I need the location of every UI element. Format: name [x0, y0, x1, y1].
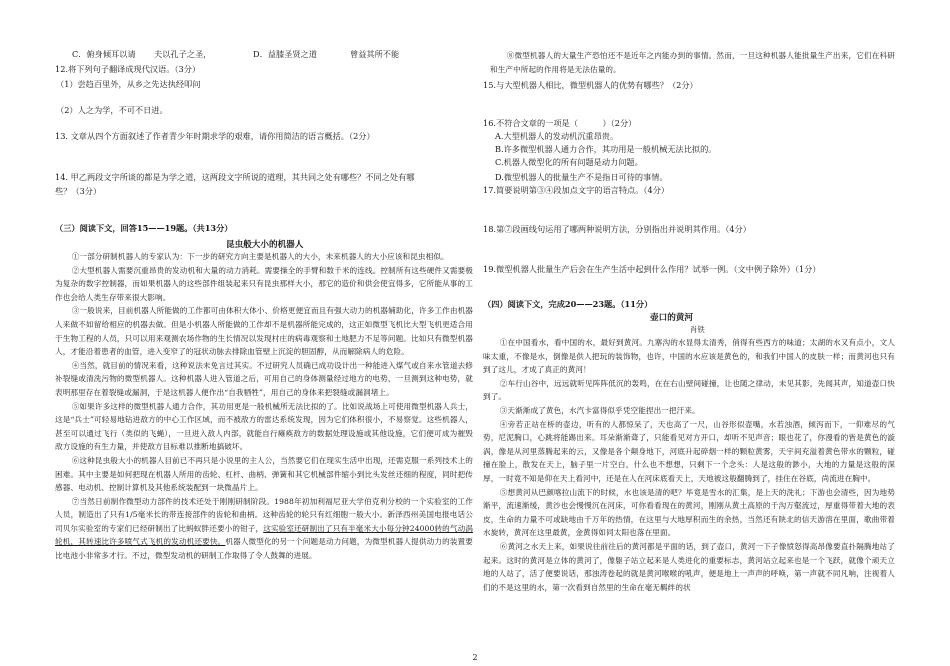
article-title-yellow-river: 壶口的黄河 — [650, 313, 693, 323]
paragraph: ⑤如果许多这样的微型机器人通力合作，其功用更是一般机械所无法比拟的了。比如说战场上可使用微型机器人兵士，这是“兵士”可轻易地钻进敌方的中心工作区域，而不被敌方的雷达系统发现，因为它们体积很小，不易察觉。这些机器人，甚至可以通过飞行（类似的飞蝇），一旦进入敌人内部，就能自行瘫痪敌方的数据处理设施或其他设施，它们便可成为摧毁敌方设施的有生力量，并使敌方目标难以推断地搞破坏。 — [55, 401, 473, 452]
question-16: 16.不符合文章的一项是（ ）（2分） — [483, 118, 637, 128]
question-16-option-d: D.微型机器人的批量生产不是指日可待的事情。 — [495, 172, 668, 182]
question-15: 15.与大型机器人相比，微型机器人的优势有哪些？（2分） — [483, 80, 698, 90]
question-16-option-b: B.许多微型机器人通力合作，其功用是一般机械无法比拟的。 — [495, 144, 717, 154]
page-number: 2 — [472, 653, 478, 662]
paragraph: ①一部分研制机器人的专家认为：下一步的研究方向主要是机器人的大小，未来机器人的大小应该和昆虫相似。 — [71, 252, 449, 261]
option-c-quote: 夫以孔子之圣， — [154, 49, 212, 59]
question-12-1: （1）尝趋百里外，从乡之先达执经叩问 — [56, 79, 201, 89]
question-14-line1: 14. 甲乙两段文字所谈的都是为学之道，这两段文字所说的道理，其共同之处有哪些？不同之处有哪 — [55, 172, 415, 182]
option-c: C．俯身倾耳以请 — [72, 49, 136, 59]
question-16-option-c: C.机器人微型化的所有问题是动力问题。 — [495, 157, 643, 167]
article-author: 肖铁 — [690, 325, 705, 334]
article-title-robots: 昆虫般大小的机器人 — [226, 240, 304, 250]
paragraph: ⑥这种昆虫般大小的机器人目前已不再只是小说里的主人公，当然要它们在现实生活中出现，还需克服一系列技术上的困难。其中主要是如何把现在机器人所用的齿轮、杠杆、曲柄、弹簧和其它机械部件缩小到比头发丝还细的程度，同时把传感器、电动机、控制计算机及其他系统装配到一块微晶片上。 — [55, 455, 473, 493]
question-12-2: （2）人之为学，不可不日进。 — [56, 105, 168, 115]
section-3-heading: （三）阅读下文，回答15——19题。（共13分） — [55, 223, 233, 233]
paragraph: ②大型机器人需要沉重昂贵的发动机和大量的动力消耗。需要操全的手臂和数千米的连线。控制所有这些硬件又需要极为复杂的数字控制器，而如果机器人的这些部件组装起来只有昆虫那样大小，那它的造价和供会使宜得多，它所能从事的工作也会给人类生存带来很大影响。 — [55, 265, 473, 302]
question-16-option-a: A.大型机器人的发动机沉重昂贵。 — [495, 131, 619, 141]
paragraph: ⑥黄河之水天上来，如果说往前往后的黄河都是平面的话，到了壶口，黄河一下子像愤怒得高昂像要直扑隔腾地站了起来。这时的黄河是立体的黄河了，像躯子站立起来是人类进化的重要标志，黄河站立起来也是一个飞跃，就像个顽天立地的人站了，活了便要说话，那浊涛卷起的就是黄河喉喉的吼声，便是地上一声声的呼唤，第一声就不同凡响，注视着人们的不是这里的水，第一次看到自然里的生命在毫无羁绊的状 — [483, 541, 895, 592]
question-19: 19.微型机器人批量生产后会在生产生活中起到什么作用？试举一例。（文中例子除外）（1分） — [483, 264, 821, 274]
option-d-quote: 曾益其所不能 — [350, 49, 400, 59]
article-yellow-river-body — [483, 336, 895, 594]
paragraph: ①在中国看水，看中国的水，最好到黄河。九寨沟的水显得太清秀，俏得有些西方的味道；太湖的水又有点小，文人味太重，不像是水，倒像是供人把玩的装饰物，也许，中国的水应该是黄色的，和我们中国人的皮肤一样；而黄河也只有到了这儿，才成了真正的黄河！ — [483, 338, 895, 375]
question-13: 13. 文章从四个方面叙述了作者青少年时期求学的艰难，请你用简洁的语言概括。（2分） — [55, 131, 375, 141]
article-robots-body — [55, 250, 473, 563]
question-12: 12.将下列句子翻译成现代汉语。（3分） — [55, 64, 201, 74]
paragraph: ⑤想黄河从巴颜喀拉山流下的时候，水也该是清的吧？毕竟是雪水的汇集，是上天的洗礼；下游也会清些，因为地势渐平，流速渐缓，黄沙也会慢慢沉在河床，可你看看现在的黄河，刚刚从黄土高原的千沟万壑流过，厚重得带着大地的表皮，生命的力量不可或缺地由千万年的热情，在这里与大地厚积而生的余热，当然还有陕北的信天游溶在里面，歌曲带着水旋转，黄河在这里最黄，金黄得如同太阳也落在里面。 — [483, 487, 895, 538]
underlined-sentence: 这实验室还研制出了只有半毫米大小每分钟24000转的气动涡轮机，其转速比许多喷气式飞机的发动机还要快。 — [55, 523, 473, 547]
section-4-heading: （四）阅读下文，完成20——23题。（11分） — [483, 299, 653, 309]
paragraph: ④当然，就目前的情况来看，这种说法未免言过其实。不过研究人员确已成功设计出一种能进入煤气或自来水管道去修补裂缝或清洗污物的微型机器人。这种机器人进入管道之后，可用自己的身体测量经过地方的电势，一旦测到这种电势，就表明那里存在着裂缝或漏洞，于是这机器人便作出“自我牺牲”，用自己的身体来把裂缝或漏洞堵上。 — [55, 360, 473, 397]
paragraph: ②车行山谷中，远远就听见阵阵低沉的轰鸣，在在右山壁间碰撞，让也随之律动，未见其影，先闻其声，知道壶口快到了。 — [483, 378, 895, 402]
option-d: D．益膝圣贤之道 — [253, 49, 317, 59]
paragraph: ④旁若正站在桥的壶边，听有的人都惊呆了，天也高了一尺，山谷形似壶嘴，水若浊酒，倾泻而下，一仰难尽的气势，尼泥胸口，心跳将能踢出来。耳朵渐渐聋了，只能看见对方开口，却听不见声音；眼也花了，你漫看的皆是黄色的漩涡，像是从河里蒸腾起来的云，又像是各个颠身地下，河底升起碎烟一样的颗粒黄雾，天宇间充溢着黄色带水的颗粒，碰撞在脸上，散发在天上，脑子里一片空白，什么也不想想，只剩下一个念头：人是这般的渺小，大地的力量是这般的深厚，一时竟不知是仰在天上看河中，还是在人在河床底看天上，天地被这般翻腾到了，挂住在谷底，尚流进在胸中。 — [483, 419, 895, 483]
paragraph: ③一般说来，目前机器人所能做的工作都可由体积大体小、价格更便宜而且有强大动力的机器辅助化，许多工作由机器人来做不如留给相应的机器去做。但是小机器人所能做的工作却不是机器所能完成的，这正如微型飞机比大型飞机更适合用于生物工程的人员，只可以用来观测农场作物的生长情况以发现村庄的病毒观察和土地肥力不足等问题。比如只有微型机器人，才能沿着患者的血管，进入变窄了的冠状动脉去排除血管壁上沉淀的胆固醇，从而解除病人的危险。 — [55, 306, 473, 357]
paragraph: ③天渐渐成了黄色，水汽卡富得似乎凭空能捏出一把汗来。 — [499, 405, 700, 415]
question-14-line2: 些？（3分） — [55, 186, 102, 196]
paragraph: ⑧微型机器人的大量生产恐怕还不是近年之内能办到的事情。然而，一旦这种机器人能批量生产出来，它们在科研和生产中所起的作用将是无法估量的。 — [490, 51, 895, 74]
question-17: 17.简要说明第③④段加点文字的语言特点。（4分） — [483, 185, 670, 195]
question-18: 18.第⑦段画线句运用了哪两种说明方法，分别指出并说明其作用。（4分） — [483, 224, 751, 234]
paragraph-underlined: ⑦当然日前制作微型动力部件的技术还处于刚刚研制阶段。1988年初加利福尼亚大学伯克利分校的一个实验室的工作人员，制造出了只有1/5毫米长的带连接部件的齿轮和曲柄。这种齿轮的轮只有红细胞一般大小。新泽西州美国电报电话公司贝尔实验室的专家们已经研制出了比蚂蚁胖还要小的钳子，这实验室还研制出了只有半毫米大小每分钟24000转的气动涡轮机，其转速比许多喷气式飞机的发动机还要快。机器人微型化的另一个问题是动力问题，为微型机器人提供动力的装置要比电池小非常多才行。不过，微型发动机的研制工作取得了令人鼓舞的进展。 — [55, 496, 473, 561]
paragraph-8 — [490, 49, 895, 76]
